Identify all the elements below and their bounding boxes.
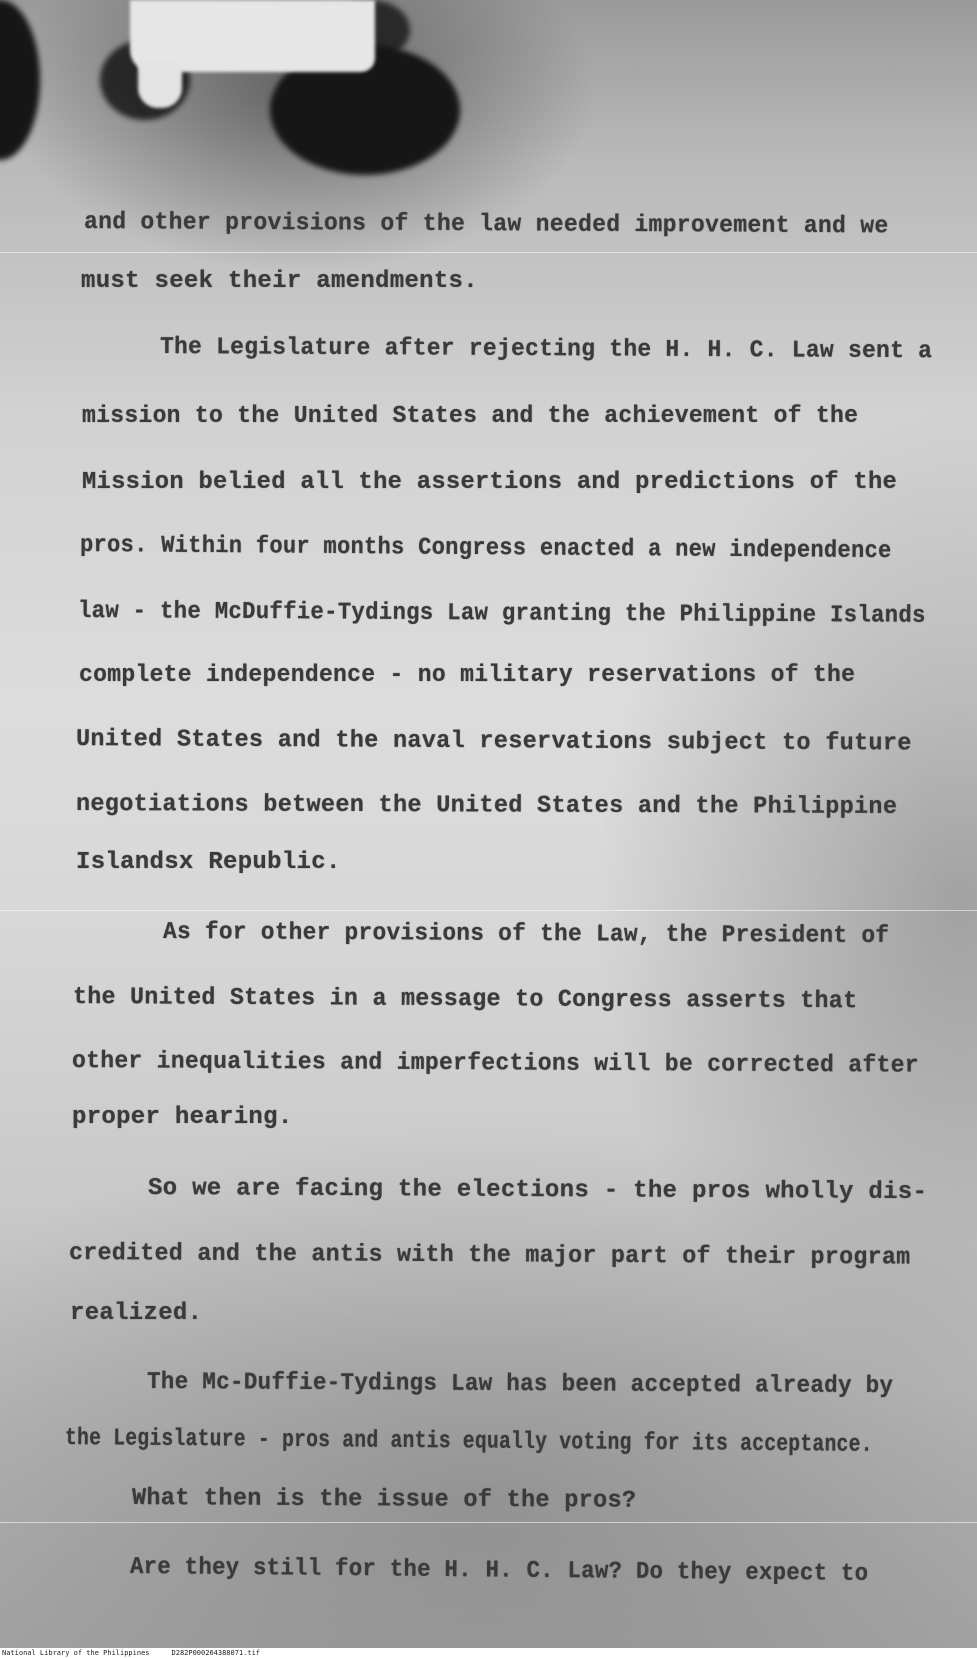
scan-caption (0, 1648, 977, 1658)
text-line: must seek their amendments. (81, 268, 478, 295)
text-line: and other provisions of the law needed improvement and we (83, 209, 889, 241)
text-line: Islandsx Republic. (76, 849, 341, 876)
text-line: As for other provisions of the Law, the President of (162, 919, 890, 951)
archive-source: National Library of the Philippines (2, 1649, 150, 1657)
text-line: negotiations between the United States and the Philippine (75, 791, 898, 821)
text-line: complete independence - no military reservations of the (79, 662, 856, 689)
text-line: United States and the naval reservations subject to future (75, 726, 912, 758)
text-line: law - the McDuffie-Tydings Law granting the Philippine Islands (77, 598, 926, 630)
text-line: realized. (70, 1300, 203, 1327)
text-line: mission to the United States and the achievement of the (82, 403, 859, 430)
text-line: proper hearing. (72, 1104, 293, 1131)
text-line: credited and the antis with the major part of their program (68, 1240, 911, 1272)
text-line: Are they still for the H. H. C. Law? Do they expect to (129, 1554, 869, 1588)
ink-blotch (0, 0, 40, 160)
text-line: The Mc-Duffie-Tydings Law has been accepted already by (146, 1369, 894, 1401)
file-id: D282P000264388071.tif (171, 1649, 261, 1657)
scan-line (0, 910, 977, 911)
text-line: Mission belied all the assertions and predictions of the (82, 469, 898, 496)
text-line: the United States in a message to Congress asserts that (72, 984, 858, 1016)
scan-line (0, 252, 977, 253)
text-line: the Legislature - pros and antis equally voting for its acceptance. (64, 1425, 873, 1459)
text-line: What then is the issue of the pros? (131, 1485, 637, 1515)
text-line: other inequalities and imperfections will be corrected after (71, 1048, 919, 1080)
text-line: pros. Within four months Congress enacted a new independence (79, 532, 892, 566)
text-line: The Legislature after rejecting the H. H. C. Law sent a (159, 334, 933, 366)
text-line: So we are facing the elections - the pros wholly dis- (147, 1175, 928, 1207)
scan-line (0, 1522, 977, 1523)
torn-paper-label (138, 60, 182, 108)
